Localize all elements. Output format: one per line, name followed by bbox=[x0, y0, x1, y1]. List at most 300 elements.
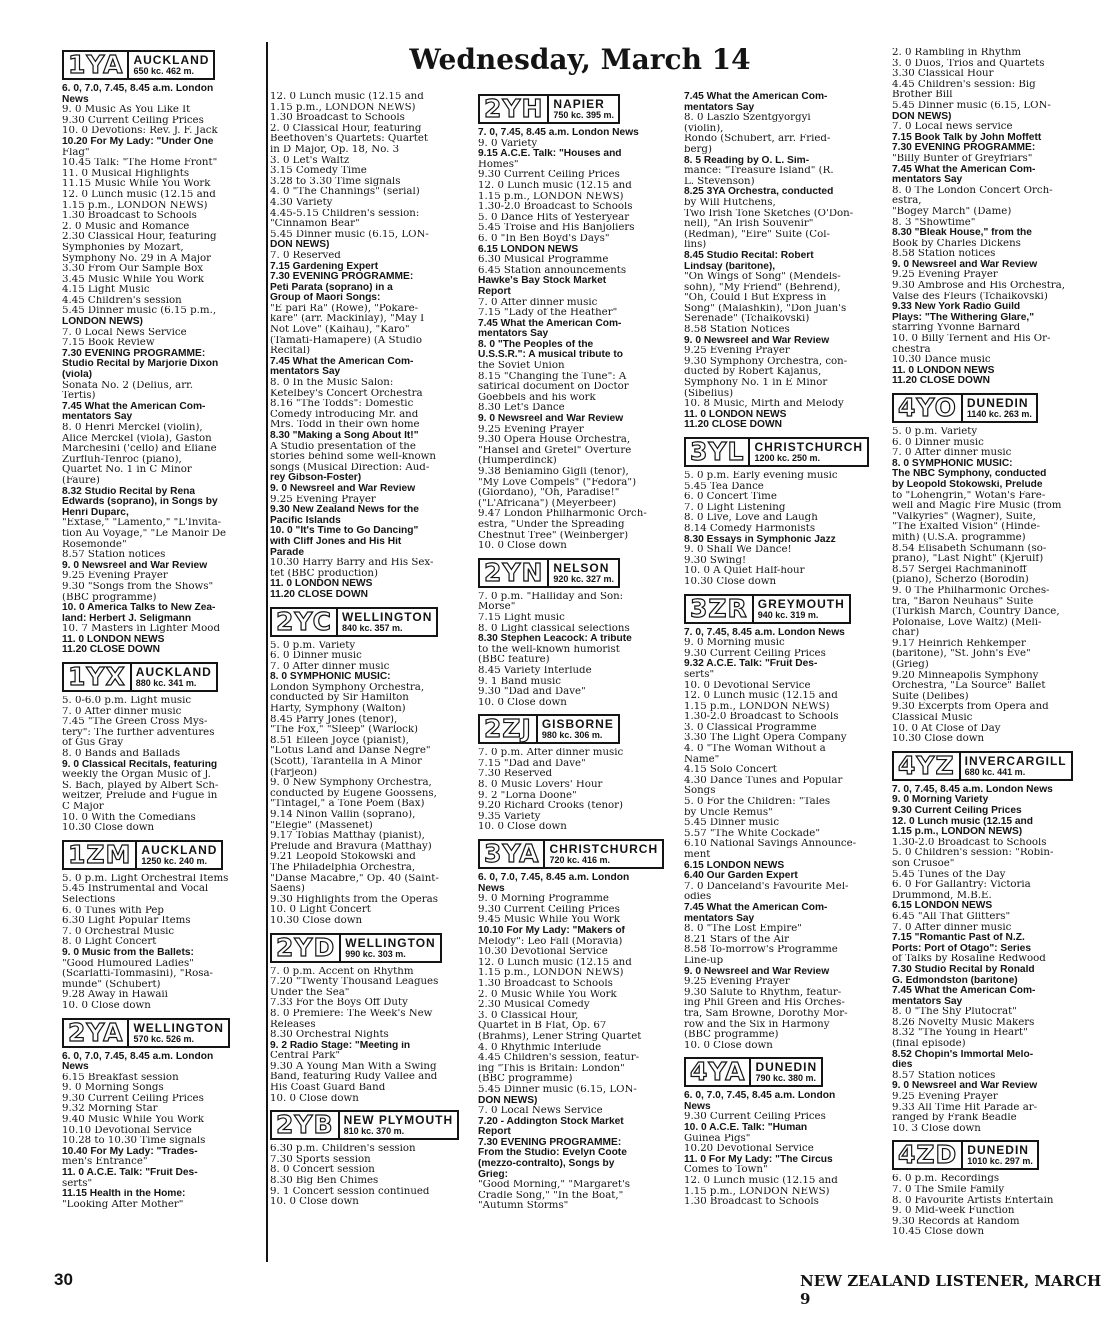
programme-line: land: Herbert J. Seligmann bbox=[62, 613, 192, 624]
programme-line: 4.45 Children's session, featur- bbox=[478, 1053, 640, 1064]
programme-line: kare" (arr. Mackinlay), "May I bbox=[270, 314, 425, 325]
programme-line: DON NEWS) bbox=[478, 1095, 538, 1106]
programme-line: 7. 0 After dinner music bbox=[270, 661, 390, 672]
programme-line: berg) bbox=[684, 144, 712, 155]
programme-line: Melody": Leo Fall (Moravia) bbox=[478, 936, 623, 947]
programme-line: 5. 0 p.m. Variety bbox=[892, 427, 978, 437]
programme-line: 5. 0 p.m. Variety bbox=[270, 640, 356, 651]
programme-line: 8. 0 "The Shy Plutocrat" bbox=[892, 1007, 1017, 1018]
programme-line: News bbox=[684, 1101, 711, 1112]
programme-line: "Elegie" (Massenet) bbox=[270, 820, 373, 831]
programme-line: Sonata No. 2 (Delius, arr. bbox=[62, 380, 194, 391]
programme-line: 8.25 3YA Orchestra, conducted bbox=[684, 187, 834, 198]
station-city: WELLINGTON bbox=[341, 609, 433, 624]
programme-line: Book by Charles Dickens bbox=[892, 238, 1021, 249]
programme-line: 3.28 to 3.30 Time signals bbox=[270, 176, 401, 187]
programme-line: to the well-known humorist bbox=[478, 644, 620, 655]
programme-line: Serenade" (Tchaikovski) bbox=[684, 314, 810, 325]
programme-line: 9.25 Evening Prayer bbox=[892, 270, 998, 281]
programme-line: (Sibelius) bbox=[684, 388, 734, 399]
programme-line: 8. 0 Favourite Artists Entertain bbox=[892, 1195, 1054, 1206]
programme-line: of Talks by Rosaline Redwood bbox=[892, 954, 1046, 965]
spacer bbox=[478, 552, 678, 556]
programme-line: men's Entrance" bbox=[62, 1157, 148, 1168]
programme-line: conducted by Eugene Goossens, bbox=[270, 788, 437, 799]
programme-line: Line-up bbox=[684, 955, 724, 966]
programme-line: 8. 0 In the Music Salon: bbox=[270, 378, 394, 389]
programme-line: 8.45 Variety Interlude bbox=[478, 665, 592, 676]
programme-line: (mezzo-contralto), Songs by bbox=[478, 1159, 615, 1170]
programme-line: The NBC Symphony, conducted bbox=[892, 469, 1047, 480]
programme-line: 9.38 Beniamino Gigli (tenor), bbox=[478, 467, 629, 477]
programme-line: 8. 0 The London Concert Orch- bbox=[892, 185, 1053, 196]
programme-line: 7. 0 After dinner music bbox=[892, 922, 1012, 933]
programme-line: tra, Sam Browne, Dorothy Mor- bbox=[684, 1008, 848, 1019]
programme-line: 8.30 "Making a Song About It!" bbox=[270, 431, 419, 441]
programme-line: 10.10 For My Lady: "Makers of bbox=[478, 926, 625, 936]
programme-line: "E pari Ra" (Rowe), "Pokare- bbox=[270, 303, 419, 314]
programme-line: 4.15 Light Music bbox=[62, 285, 150, 296]
programme-line: 9.17 Tobias Matthay (pianist), bbox=[270, 831, 425, 842]
station-info bbox=[549, 560, 618, 586]
programme-line: (viola) bbox=[62, 370, 93, 381]
programme-line: 5.45 Tea Dance bbox=[684, 481, 764, 492]
programme-line: 9.30 Current Ceiling Prices bbox=[478, 170, 620, 181]
programme-line: 7. 0 Local News Service bbox=[478, 1106, 603, 1117]
programme-line: (Grieg) bbox=[892, 660, 929, 671]
station-info bbox=[341, 935, 439, 961]
programme-line: 9.20 Minneapolis Symphony bbox=[892, 670, 1039, 681]
programme-line: 5. 0 For the Children: "Tales bbox=[684, 797, 831, 808]
station-header bbox=[684, 1057, 823, 1087]
station-header bbox=[62, 1018, 230, 1048]
programme-line: estra, bbox=[892, 196, 922, 207]
programme-line: 11.20 CLOSE DOWN bbox=[892, 376, 990, 387]
programme-line: Beethoven's Quartets: Quartet bbox=[270, 134, 428, 145]
programme-line: 9. 0 Newsreel and War Review bbox=[684, 335, 830, 346]
programme-line: 7. 0 Reserved bbox=[270, 250, 341, 261]
programme-line: (BBC programme) bbox=[478, 1074, 573, 1085]
programme-line: serts" bbox=[684, 669, 715, 680]
programme-line: 6. 0 Concert Time bbox=[684, 492, 777, 503]
programme-line: 12. 0 Lunch music (12.15 and bbox=[684, 691, 838, 702]
programme-line: starring Yvonne Barnard bbox=[892, 323, 1021, 334]
programme-line: 3.30 From Our Sample Box bbox=[62, 264, 204, 275]
programme-line: "Lotus Land and Danse Negre" bbox=[270, 746, 431, 757]
programme-line: 9. 0 New Symphony Orchestra, bbox=[270, 778, 432, 789]
programme-line: 9.15 A.C.E. Talk: "Houses and bbox=[478, 149, 622, 160]
station-frequency: 980 kc. 306 m. bbox=[541, 730, 603, 741]
programme-line: 8.57 Station notices bbox=[62, 550, 166, 561]
programme-line: 12. 0 Lunch music (12.15 and bbox=[478, 180, 632, 191]
programme-line: 6.15 LONDON NEWS bbox=[478, 244, 579, 255]
programme-line: 10. 0 Close down bbox=[62, 1000, 151, 1011]
spacer bbox=[684, 588, 884, 592]
programme-line: 7.45 What the American Com- bbox=[892, 986, 1036, 997]
programme-line: 8.51 Eileen Joyce (pianist), bbox=[270, 735, 409, 746]
station-callsign: 2YH bbox=[480, 96, 549, 122]
programme-line: 11. 0 For My Lady: "The Circus bbox=[684, 1154, 833, 1165]
spacer bbox=[892, 1134, 1092, 1138]
programme-line: weitzer, Prelude and Fugue in bbox=[62, 791, 218, 802]
programme-line: 6. 0 Tunes with Pep bbox=[62, 905, 164, 916]
programme-line: L. Stevenson) bbox=[684, 176, 755, 187]
programme-line: His Coast Guard Band bbox=[270, 1083, 386, 1094]
programme-line: Rosemonde" bbox=[62, 539, 127, 550]
programme-line: Not Love" (Kaihau), "Karo" bbox=[270, 325, 410, 336]
programme-line: by Will Hutchens, bbox=[684, 197, 776, 208]
programme-line: S. Bach, played by Albert Sch- bbox=[62, 780, 219, 791]
programme-line: Ketelbey's Concert Orchestra bbox=[270, 388, 423, 399]
programme-line: 8. 0 Premiere: The Week's New bbox=[270, 1008, 433, 1019]
programme-line: 6.40 Our Garden Expert bbox=[684, 871, 798, 882]
column-1 bbox=[62, 48, 266, 1210]
programme-line: 5. 0 Children's session: "Robin- bbox=[892, 848, 1054, 859]
station-frequency: 720 kc. 416 m. bbox=[549, 855, 611, 866]
programme-line: 7.30 EVENING PROGRAMME: bbox=[892, 143, 1036, 154]
programme-line: Drummond, M.B.E. bbox=[892, 890, 992, 901]
programme-line: 1.30 Broadcast to Schools bbox=[270, 113, 405, 124]
station-city: AUCKLAND bbox=[135, 665, 212, 680]
spacer bbox=[270, 1104, 472, 1108]
programme-line: 9. 1 Band music bbox=[478, 676, 561, 687]
programme-line: (Humperdinck) bbox=[478, 456, 557, 467]
programme-line: 5.45 Dinner music (6.15 p.m., bbox=[62, 306, 217, 317]
programme-line: 8.32 Studio Recital by Rena bbox=[62, 486, 196, 497]
programme-line: mentators Say bbox=[62, 412, 133, 423]
programme-line: (Redman), "Eire" Suite (Col- bbox=[684, 229, 830, 240]
programme-line: Recital) bbox=[270, 346, 311, 357]
station-frequency: 1250 kc. 240 m. bbox=[141, 855, 207, 866]
programme-line: Central Park" bbox=[270, 1051, 341, 1062]
programme-line: tra, "Baron Neuhaus" Suite bbox=[892, 596, 1034, 607]
programme-line: 4.15 Solo Concert bbox=[684, 765, 777, 776]
programme-line: 1.30-2.0 Broadcast to Schools bbox=[684, 712, 839, 723]
programme-line: 7.30 EVENING PROGRAMME: bbox=[62, 348, 206, 359]
programme-line: DON NEWS) bbox=[892, 111, 952, 122]
spacer bbox=[892, 387, 1092, 391]
programme-line: 9.45 Music While You Work bbox=[478, 915, 620, 926]
programme-line: Flag" bbox=[62, 147, 90, 158]
programme-line: 9.30 New Zealand News for the bbox=[270, 505, 419, 516]
programme-line: 9.35 Variety bbox=[478, 811, 541, 822]
programme-line: 9.30 Current Ceiling Prices bbox=[478, 904, 620, 915]
programme-line: 7.30 Studio Recital by Ronald bbox=[892, 964, 1035, 975]
programme-line: 9.30 Salute to Rhythm, featur- bbox=[684, 987, 842, 998]
programme-line: 8.45 Parry Jones (tenor), bbox=[270, 714, 398, 725]
station-callsign: 2YA bbox=[64, 1020, 129, 1046]
programme-line: "Hansel and Gretel" Overture bbox=[478, 445, 632, 456]
programme-line: 1.30-2.0 Broadcast to Schools bbox=[478, 202, 633, 213]
programme-line: with Cliff Jones and His Hit bbox=[270, 536, 402, 547]
programme-line: Ports: Port of Otago": Series bbox=[892, 943, 1031, 954]
programme-line: 8.30 Big Ben Chimes bbox=[270, 1176, 379, 1187]
programme-line: 6. 0, 7.0, 7.45, 8.45 a.m. London bbox=[62, 1051, 214, 1062]
programme-line: Marchesini ('cello) and Eliane bbox=[62, 444, 217, 455]
station-frequency: 1140 kc. 263 m. bbox=[966, 409, 1032, 419]
programme-line: "Bogey March" (Dame) bbox=[892, 206, 1012, 217]
programme-line: 6. 0 Dinner music bbox=[892, 437, 984, 448]
programme-line: Group of Maori Songs: bbox=[270, 293, 381, 304]
programme-line: 9.25 Evening Prayer bbox=[892, 1092, 998, 1103]
programme-line: 9. 0 Newsreel and War Review bbox=[892, 259, 1038, 270]
programme-line: in D Major, Op. 18, No. 3 bbox=[270, 144, 400, 155]
programme-line: 9. 0 Newsreel and War Review bbox=[684, 966, 830, 977]
programme-line: "Tintagel," a Tone Poem (Bax) bbox=[270, 799, 425, 810]
programme-line: 1.15 p.m., LONDON NEWS) bbox=[684, 701, 830, 712]
programme-line: 10. 3 Close down bbox=[892, 1123, 981, 1134]
programme-line: 8. 0 Henri Merckel (violin), bbox=[62, 423, 203, 433]
spacer bbox=[478, 833, 678, 837]
programme-line: by Leopold Stokowski, Prelude bbox=[892, 479, 1043, 490]
station-frequency: 810 kc. 370 m. bbox=[343, 1126, 405, 1137]
programme-line: Valse des Fleurs (Tchaikovski) bbox=[892, 291, 1048, 302]
station-info bbox=[751, 1059, 821, 1085]
station-info bbox=[961, 753, 1071, 779]
programme-line: 10.30 Close down bbox=[684, 576, 777, 587]
programme-line: tery": The further adventures bbox=[62, 727, 215, 738]
programme-line: 8. 0 Light Concert bbox=[62, 937, 157, 948]
station-frequency: 1200 kc. 250 m. bbox=[754, 453, 820, 463]
programme-line: 7.45 What the American Com- bbox=[892, 164, 1036, 175]
station-info bbox=[132, 664, 216, 690]
programme-line: 9.25 Evening Prayer bbox=[684, 977, 790, 988]
programme-line: serts" bbox=[62, 1178, 93, 1189]
programme-line: ment bbox=[684, 850, 711, 860]
programme-line: 7. 0, 7.45, 8.45 a.m. London News bbox=[892, 784, 1053, 795]
programme-line: U.S.S.R.": A musical tribute to bbox=[478, 350, 624, 361]
programme-line: Report bbox=[478, 1127, 511, 1138]
programme-line: stories behind some well-known bbox=[270, 452, 436, 463]
programme-line: 7. 0 p.m. After dinner music bbox=[478, 748, 624, 759]
programme-line: 9. 0 Morning Songs bbox=[62, 1083, 164, 1094]
programme-line: 9.25 Evening Prayer bbox=[684, 346, 790, 357]
programme-line: 9.32 Morning Star bbox=[62, 1104, 158, 1115]
spacer bbox=[62, 834, 266, 838]
station-city: NEW PLYMOUTH bbox=[343, 1113, 454, 1128]
column-2 bbox=[270, 92, 472, 1208]
programme-line: News bbox=[62, 1062, 89, 1073]
programme-line: by Uncle Remus" bbox=[684, 807, 773, 818]
programme-line: 9.30 Ambrose and His Orchestra, bbox=[892, 281, 1065, 292]
programme-line: 10.40 For My Lady: "Trades- bbox=[62, 1146, 198, 1157]
programme-line: (Faure) bbox=[62, 475, 100, 486]
programme-line: Brother Bill bbox=[892, 90, 953, 101]
programme-line: 8. 0 Concert session bbox=[270, 1165, 375, 1176]
programme-line: A Studio presentation of the bbox=[270, 441, 416, 452]
column-3 bbox=[478, 92, 678, 1212]
programme-line: (final episode) bbox=[892, 1039, 966, 1050]
programme-line: mentators Say bbox=[478, 329, 549, 340]
station-callsign: 4YZ bbox=[894, 753, 961, 779]
programme-line: (Scarlatti-Tommasini), "Rosa- bbox=[62, 969, 213, 980]
programme-line: 5.45 Dinner music (6.15, LON- bbox=[478, 1084, 637, 1095]
programme-line: 10. 0 With the Comedians bbox=[62, 812, 196, 823]
programme-line: 7. 0 Local news service bbox=[892, 122, 1013, 133]
programme-line: 9. 0 Variety bbox=[478, 138, 538, 149]
programme-line: Edwards (soprano), in Songs by bbox=[62, 497, 218, 508]
programme-line: 9. 0 Morning music bbox=[684, 638, 785, 649]
programme-line: 8.30 "Bleak House," from the bbox=[892, 228, 1032, 239]
programme-line: (BBC programme) bbox=[684, 1030, 779, 1041]
programme-line: 9.30 Current Ceiling Prices bbox=[684, 1112, 826, 1123]
station-header bbox=[270, 933, 442, 963]
programme-line: Grieg: bbox=[478, 1169, 509, 1180]
programme-line: 6.30 p.m. Children's session bbox=[270, 1144, 416, 1155]
programme-line: Comedy introducing Mr. and bbox=[270, 409, 419, 420]
programme-line: Cradle Song," "In the Boat," bbox=[478, 1190, 624, 1201]
programme-line: News bbox=[478, 883, 505, 894]
programme-line: nell), "An Irish Souvenir" bbox=[684, 219, 814, 230]
programme-line: mith) (U.S.A. programme) bbox=[892, 532, 1026, 543]
programme-line: 9.30 Highlights from the Operas bbox=[270, 894, 438, 905]
programme-line: 7. 0, 7.45, 8.45 a.m. London News bbox=[684, 627, 845, 638]
programme-line: 12. 0 Lunch music (12.15 and bbox=[684, 1176, 838, 1187]
programme-line: 6. 0 p.m. Recordings bbox=[892, 1174, 1000, 1185]
station-header bbox=[478, 839, 664, 869]
station-city: AUCKLAND bbox=[133, 53, 210, 67]
programme-line: 7. 0, 7.45, 8.45 a.m. London News bbox=[478, 128, 639, 138]
programme-line: Parade bbox=[270, 547, 304, 558]
programme-line: 9. 0 Music As You Like It bbox=[62, 105, 191, 116]
programme-line: Quartet in B Flat, Op. 67 bbox=[478, 1021, 607, 1032]
programme-line: 4.30 Dance Tunes and Popular bbox=[684, 775, 843, 786]
programme-line: 6. 0 For Gallantry: Victoria bbox=[892, 880, 1031, 891]
station-callsign: 3ZR bbox=[686, 596, 754, 622]
programme-line: 9. 0 Newsreel and War Review bbox=[478, 414, 624, 425]
programme-line: lins) bbox=[684, 240, 707, 251]
programme-line: "Good Humoured Ladies" bbox=[62, 958, 194, 969]
programme-line: 6.45 "All That Glitters" bbox=[892, 911, 1011, 922]
programme-line: 9.30 Current Ceiling Prices bbox=[62, 115, 204, 126]
spacer bbox=[684, 431, 884, 435]
station-info bbox=[545, 841, 662, 867]
programme-line: 7.45 What the American Com- bbox=[62, 401, 206, 412]
programme-line: (Turkish March, Country Dance, bbox=[892, 607, 1060, 618]
programme-line: 9. 0 Newsreel and War Review bbox=[892, 1081, 1038, 1092]
programme-line: 4.30 Variety bbox=[270, 197, 333, 208]
programme-line: Harty, Symphony (Walton) bbox=[270, 704, 406, 715]
programme-line: 8. 0 "The Lost Empire" bbox=[684, 924, 802, 935]
programme-line: 6. 0 Dinner music bbox=[270, 651, 362, 662]
programme-line: Songs bbox=[684, 786, 716, 797]
programme-line: 11. 0 LONDON NEWS bbox=[270, 579, 373, 590]
programme-line: 4. 0 Rhythmic Interlude bbox=[478, 1042, 602, 1053]
programme-line: 9. 0 Morning Programme bbox=[478, 894, 609, 905]
programme-line: 10. 0 Close down bbox=[270, 1197, 359, 1208]
programme-line: Zurfluh-Tenroc (piano), bbox=[62, 454, 182, 465]
programme-line: dies bbox=[892, 1060, 913, 1071]
programme-line: 9.33 All Time Hit Parade ar- bbox=[892, 1102, 1038, 1113]
programme-line: 10.28 to 10.30 Time signals bbox=[62, 1136, 206, 1147]
programme-line: Pacific Islands bbox=[270, 515, 341, 526]
programme-line: 1.15 p.m., LONDON NEWS) bbox=[892, 827, 1023, 838]
programme-line: "Billy Bunter of Greyfriars" bbox=[892, 153, 1033, 164]
programme-line: Henri Duparc, bbox=[62, 507, 129, 518]
programme-line: 4.45 Children's session: Big bbox=[892, 79, 1036, 90]
programme-line: 9. 2 Radio Stage: "Meeting in bbox=[270, 1040, 411, 1051]
programme-line: 1.15 p.m., LONDON NEWS) bbox=[478, 968, 624, 979]
programme-line: 8.57 Sergei Rachmaninoff bbox=[892, 564, 1027, 575]
station-city: GISBORNE bbox=[541, 717, 614, 732]
programme-line: 10.30 Close down bbox=[62, 823, 155, 834]
station-header bbox=[62, 50, 215, 80]
programme-line: 3. 0 Classical Hour, bbox=[478, 1010, 579, 1021]
programme-line: Releases bbox=[270, 1019, 316, 1030]
station-info bbox=[963, 395, 1036, 421]
programme-line: 7.15 "Dad and Dave" bbox=[478, 758, 586, 769]
programme-line: 6.15 LONDON NEWS bbox=[892, 901, 993, 912]
programme-line: 7.45 What the American Com- bbox=[270, 356, 414, 367]
programme-line: 7.45 What the American Com- bbox=[684, 92, 828, 102]
programme-line: Chestnut Tree" (Weinberger) bbox=[478, 530, 629, 541]
programme-line: 9.30 "Songs from the Shows" bbox=[62, 581, 214, 592]
programme-line: 9.30 "Dad and Dave" bbox=[478, 687, 586, 698]
programme-line: 6. 0, 7.0, 7.45, 8.45 a.m. London bbox=[684, 1091, 836, 1102]
programme-line: 9.30 Records at Random bbox=[892, 1216, 1020, 1227]
programme-line: Report bbox=[478, 286, 511, 297]
programme-line: 8.57 Station notices bbox=[892, 1070, 996, 1081]
programme-line: 4. 0 "The Woman Without a bbox=[684, 744, 826, 755]
programme-line: The Philadelphia Orchestra, bbox=[270, 862, 416, 873]
station-info bbox=[549, 96, 618, 122]
programme-line: mance: "Treasure Island" (R. bbox=[684, 166, 834, 177]
programme-line: odies bbox=[684, 892, 712, 903]
programme-line: 10. 0 Close down bbox=[270, 1093, 359, 1104]
programme-line: ranged by Frank Beadle bbox=[892, 1113, 1017, 1124]
spacer bbox=[892, 745, 1092, 749]
programme-line: 10.20 For My Lady: "Under One bbox=[62, 136, 214, 147]
programme-line: Guinea Pigs" bbox=[684, 1133, 751, 1144]
programme-line: row and the Six in Harmony bbox=[684, 1019, 830, 1030]
station-info bbox=[129, 1020, 227, 1046]
programme-line: "Cinnamon Bear" bbox=[270, 219, 360, 230]
programme-line: Plays: "The Withering Glare," bbox=[892, 312, 1035, 323]
station-frequency: 650 kc. 462 m. bbox=[133, 66, 195, 76]
programme-line: "On Wings of Song" (Mendels- bbox=[684, 272, 841, 283]
programme-line: 3. 0 Duos, Trios and Quartets bbox=[892, 58, 1045, 69]
programme-line: 7.45 What the American Com- bbox=[478, 318, 622, 329]
programme-line: conducted by Sir Hamilton bbox=[270, 693, 409, 704]
station-city: INVERCARGILL bbox=[964, 753, 1067, 768]
programme-line: Morse" bbox=[478, 602, 516, 613]
programme-line: 12. 0 Lunch music (12.15 and bbox=[62, 189, 216, 200]
programme-line: 11.15 Health in the Home: bbox=[62, 1189, 186, 1200]
programme-line: (Brahms), Lener String Quartet bbox=[478, 1031, 642, 1042]
programme-line: 9.28 Away in Hawaii bbox=[62, 990, 168, 1001]
programme-line: 9.33 New York Radio Guild bbox=[892, 302, 1021, 313]
programme-line: sohn), "My Friend" (Behrend), bbox=[684, 282, 841, 293]
programme-line: 7.45 What the American Com- bbox=[684, 902, 828, 913]
programme-line: 2. 0 Music and Romance bbox=[62, 221, 190, 232]
programme-line: LONDON NEWS) bbox=[62, 317, 143, 328]
programme-line: 3.15 Comedy Time bbox=[270, 166, 367, 177]
programme-line: 10. 0 Close down bbox=[478, 822, 567, 833]
programme-line: 9. 0 Shall We Dance! bbox=[684, 545, 792, 556]
station-city: CHRISTCHURCH bbox=[754, 440, 864, 454]
programme-line: 10. 7 Masters in Lighter Mood bbox=[62, 624, 220, 635]
programme-line: 7.15 Book Talk by John Moffett bbox=[892, 132, 1042, 143]
programme-line: 9. 0 The Philharmonic Orches- bbox=[892, 585, 1050, 596]
programme-line: 9.30 Current Ceiling Prices bbox=[684, 648, 826, 659]
programme-line: 8.32 "The Young in Heart" bbox=[892, 1028, 1028, 1039]
programme-line: 7. 0 After dinner music bbox=[892, 448, 1012, 459]
programme-line: Peti Parata (soprano) in a bbox=[270, 282, 393, 293]
programme-line: 9. 0 Classical Recitals, featuring bbox=[62, 759, 218, 770]
station-frequency: 680 kc. 441 m. bbox=[964, 766, 1026, 777]
programme-line: 7.30 EVENING PROGRAMME: bbox=[270, 272, 414, 283]
station-header bbox=[62, 662, 218, 692]
